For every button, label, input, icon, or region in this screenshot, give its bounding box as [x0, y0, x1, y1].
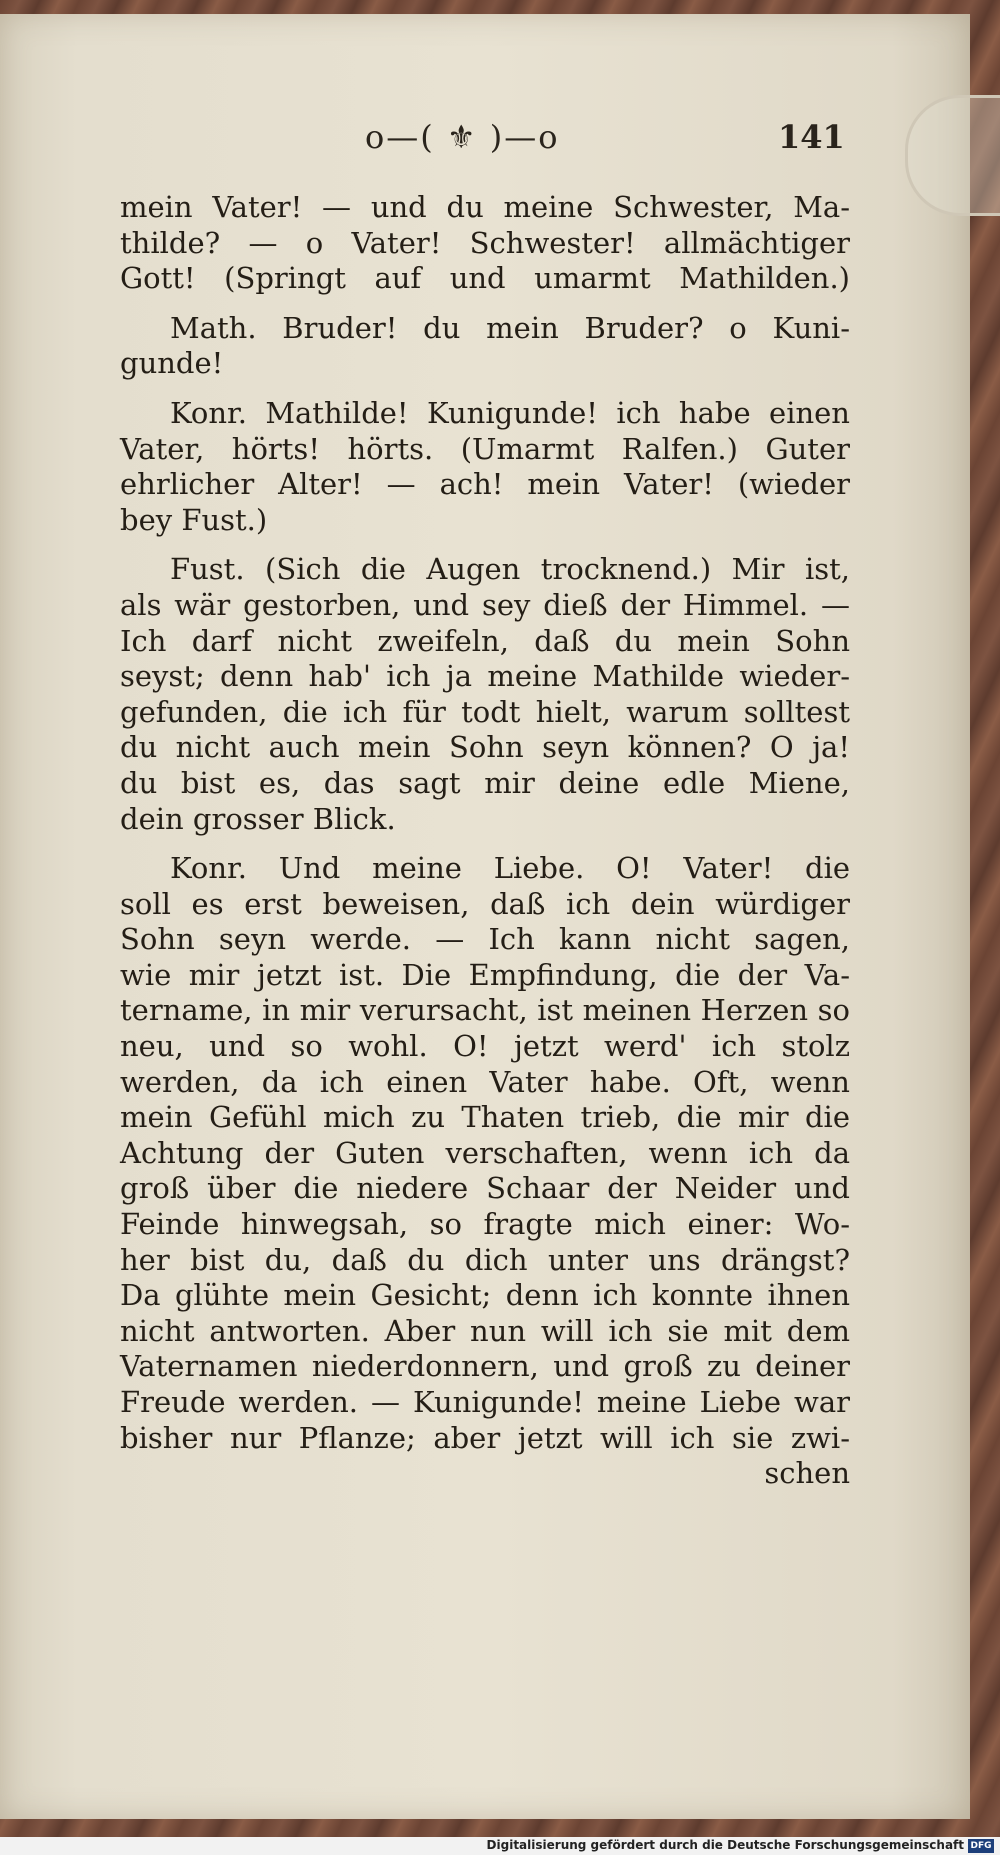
text-line: soll es erst beweisen, daß ich dein würdiger — [120, 886, 850, 921]
text-line: gefunden, die ich für todt hielt, warum solltest — [120, 694, 850, 729]
text-line: Da glühte mein Gesicht; denn ich konnte ihnen — [120, 1278, 850, 1313]
text-line: bisher nur Pflanze; aber jetzt will ich sie zwi- — [120, 1420, 850, 1455]
text-line: Math. Bruder! du mein Bruder? o Kuni- — [170, 310, 850, 345]
text-line: als wär gestorben, und sey dieß der Himmel. — — [120, 587, 850, 622]
text-line: Feinde hinwegsah, so fragte mich einer: Wo- — [120, 1207, 850, 1242]
text-line: nicht antworten. Aber nun will ich sie mit dem — [120, 1313, 850, 1348]
footer-bar — [0, 1837, 1000, 1855]
text-line: Achtung der Guten verschaften, wenn ich da — [120, 1135, 850, 1170]
text-line: mein Gefühl mich zu Thaten trieb, die mir die — [120, 1100, 850, 1135]
dfg-logo: DFG — [968, 1839, 994, 1853]
text-line: tername, in mir verursacht, ist meinen Herzen so — [120, 993, 850, 1028]
text-line: groß über die niedere Schaar der Neider und — [120, 1171, 850, 1206]
text-line: thilde? — o Vater! Schwester! allmächtiger — [120, 225, 850, 260]
text-line: wie mir jetzt ist. Die Empfindung, die der Va- — [120, 957, 850, 992]
text-line: her bist du, daß du dich unter uns drängst? — [120, 1242, 850, 1277]
text-line: Konr. Und meine Liebe. O! Vater! die — [170, 851, 850, 886]
text-line: Freude werden. — Kunigunde! meine Liebe war — [120, 1385, 850, 1419]
text-line: ehrlicher Alter! — ach! mein Vater! (wieder — [120, 467, 850, 502]
text-line: Sohn seyn werde. — Ich kann nicht sagen, — [120, 922, 850, 957]
text-line: Vaternamen niederdonnern, und groß zu deiner — [120, 1349, 850, 1384]
text-line: mein Vater! — und du meine Schwester, Ma- — [120, 190, 850, 224]
text-line: Konr. Mathilde! Kunigunde! ich habe einen — [170, 395, 850, 430]
paragraph-gap — [120, 297, 850, 311]
text-line: schen — [764, 1456, 850, 1491]
text-line: dein grosser Blick. — [120, 801, 396, 836]
text-line: Ich darf nicht zweifeln, daß du mein Sohn — [120, 623, 850, 658]
funding-credit: Digitalisierung gefördert durch die Deutsche Forschungsgemeinschaft — [486, 1838, 964, 1852]
paragraph-gap — [120, 382, 850, 396]
text-line: Fust. (Sich die Augen trocknend.) Mir ist, — [170, 552, 850, 587]
text-line: bey Fust.) — [120, 502, 268, 537]
text-line: gunde! — [120, 346, 224, 381]
body-text — [120, 190, 850, 1492]
text-line: du nicht auch mein Sohn seyn können? O ja! — [120, 730, 850, 765]
text-line: Gott! (Springt auf und umarmt Mathilden.) — [120, 261, 850, 296]
page-number: 141 — [778, 118, 845, 156]
paragraph-gap — [120, 837, 850, 851]
text-line: werden, da ich einen Vater habe. Oft, wenn — [120, 1064, 850, 1099]
text-line: seyst; denn hab' ich ja meine Mathilde wieder- — [120, 659, 850, 694]
header-ornament: o—( ⚜ )—o — [365, 118, 560, 156]
text-line: neu, und so wohl. O! jetzt werd' ich stolz — [120, 1029, 850, 1064]
text-line: du bist es, das sagt mir deine edle Miene, — [120, 765, 850, 800]
paragraph-gap — [120, 538, 850, 552]
page-header — [0, 118, 1000, 168]
text-line: Vater, hörts! hörts. (Umarmt Ralfen.) Guter — [120, 431, 850, 466]
